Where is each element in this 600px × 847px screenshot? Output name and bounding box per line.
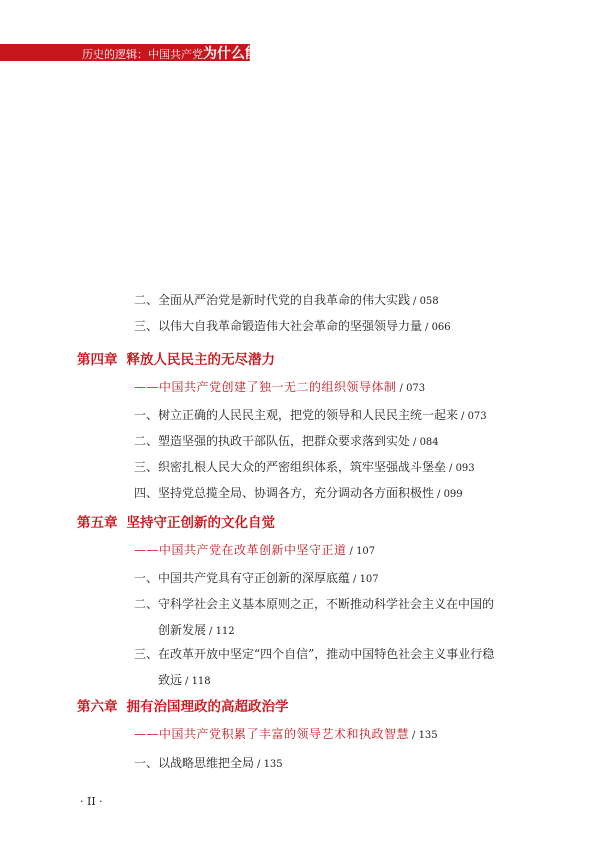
page-ref: / 084 [413,437,439,448]
page-ref: / 099 [437,489,463,500]
toc-entry[interactable]: 二、塑造坚强的执政干部队伍，把群众要求落到实处 / 084 [134,434,439,448]
page-ref: / 058 [413,296,439,307]
header-book-title-emphasis: 为什么能 [203,46,259,62]
chapter-subtitle[interactable]: ——中国共产党积累了丰富的领导艺术和执政智慧 / 135 [134,727,438,741]
page-ref: / 112 [209,626,235,637]
toc-entry[interactable]: 二、守科学社会主义基本原则之正，不断推动科学社会主义在中国的创新发展 / 112 [134,597,495,637]
toc-entry[interactable]: 三、织密扎根人民大众的严密组织体系，筑牢坚强战斗堡垒 / 093 [134,460,475,474]
chapter-heading[interactable] [77,350,275,370]
page-ref: / 135 [412,730,438,741]
toc-entry[interactable]: 三、以伟大自我革命锻造伟大社会革命的坚强领导力量 / 066 [134,319,451,333]
toc-entry[interactable]: 二、全面从严治党是新时代党的自我革命的伟大实践 / 058 [134,293,439,307]
chapter-number: 第五章 [77,515,118,531]
chapter-title: 释放人民民主的无尽潜力 [126,352,275,368]
page-ref: / 107 [353,574,379,585]
chapter-subtitle[interactable]: ——中国共产党在改革创新中坚守正道 / 107 [134,543,376,557]
page-ref: / 107 [349,546,376,557]
page-ref: / 073 [399,383,426,394]
page-ref: / 135 [257,759,283,770]
page-number: · II · [80,795,103,808]
chapter-number: 第四章 [77,352,118,368]
chapter-heading[interactable] [77,697,289,717]
page-ref: / 073 [461,411,487,422]
page-ref: / 093 [449,463,475,474]
header-book-title: 历史的逻辑：中国共产党 [82,48,203,61]
chapter-heading[interactable] [77,513,275,533]
page-ref: / 066 [425,322,451,333]
page-ref: / 118 [185,676,211,687]
chapter-title: 坚持守正创新的文化自觉 [126,515,275,531]
chapter-title: 拥有治国理政的高超政治学 [126,699,289,715]
chapter-subtitle[interactable]: ——中国共产党创建了独一无二的组织领导体制 / 073 [134,380,426,394]
toc-entry[interactable]: 三、在改革开放中坚定“四个自信”，推动中国特色社会主义事业行稳致远 / 118 [134,647,495,687]
toc-entry[interactable]: 一、以战略思维把全局 / 135 [134,756,283,770]
toc-entry[interactable]: 一、树立正确的人民民主观，把党的领导和人民民主统一起来 / 073 [134,408,487,422]
toc-entry[interactable]: 四、坚持党总揽全局、协调各方，充分调动各方面积极性 / 099 [134,486,463,500]
toc-entry[interactable]: 一、中国共产党具有守正创新的深厚底蕴 / 107 [134,571,379,585]
chapter-number: 第六章 [77,699,118,715]
